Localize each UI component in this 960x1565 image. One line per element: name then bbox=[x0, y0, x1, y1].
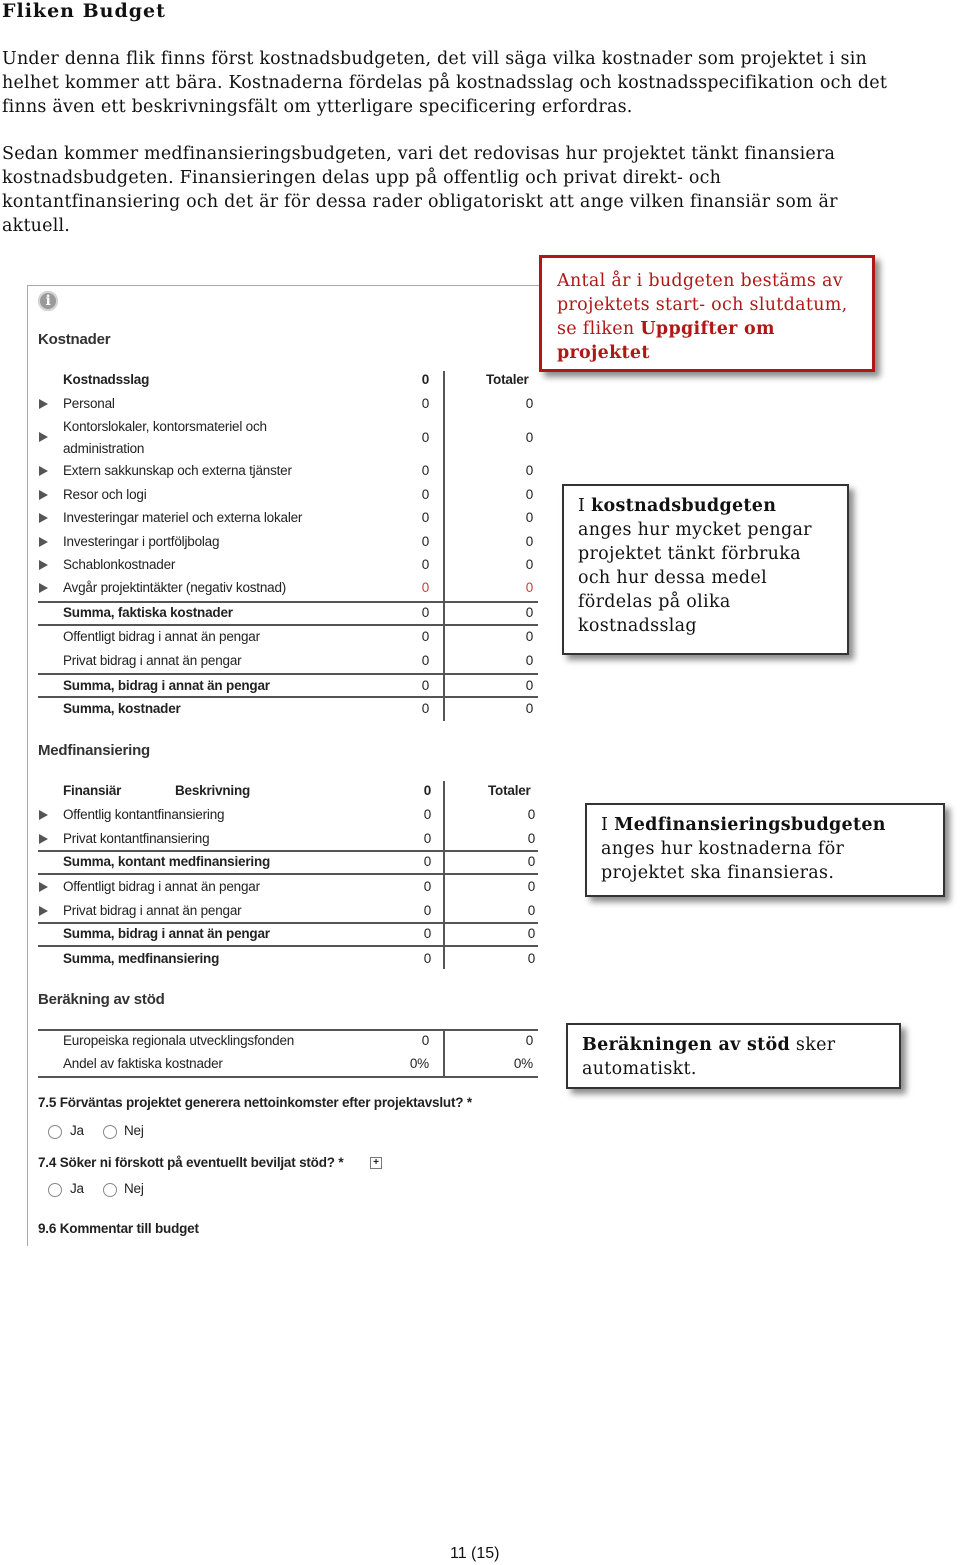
info-icon[interactable]: i bbox=[38, 291, 58, 311]
sum-total: 0 bbox=[527, 951, 535, 966]
cost-value: 0 bbox=[421, 534, 429, 549]
totaler-header: Totaler bbox=[486, 372, 529, 387]
callout-antal-ar bbox=[539, 255, 875, 372]
finansiar-header: Finansiär bbox=[63, 783, 122, 798]
callout-bold: kostnadsbudgeten bbox=[591, 496, 777, 516]
year-column-header: 0 bbox=[423, 783, 431, 798]
kostnadsslag-header: Kostnadsslag bbox=[63, 372, 150, 387]
radio-nej-label: Nej bbox=[124, 1123, 144, 1138]
radio-ja-label: Ja bbox=[70, 1123, 84, 1138]
sum-total: 0 bbox=[527, 926, 535, 941]
divider bbox=[38, 945, 538, 947]
finance-total: 0 bbox=[527, 903, 535, 918]
cost-value: 0 bbox=[421, 487, 429, 502]
divider bbox=[38, 1029, 538, 1031]
radio-nej[interactable] bbox=[103, 1125, 117, 1139]
callout-text: anges hur kostnaderna för projektet ska finansieras. bbox=[601, 839, 845, 883]
finance-total: 0 bbox=[527, 879, 535, 894]
finance-row-label: Privat kontantfinansiering bbox=[63, 831, 210, 846]
cost-row-label: Privat bidrag i annat än pengar bbox=[63, 653, 242, 668]
sum-value: 0 bbox=[421, 605, 429, 620]
expand-arrow-icon[interactable] bbox=[39, 466, 48, 476]
cost-row-label: Extern sakkunskap och externa tjänster bbox=[63, 463, 292, 478]
cost-value: 0 bbox=[421, 510, 429, 525]
expand-icon[interactable]: + bbox=[370, 1157, 382, 1169]
medfinansiering-paragraph: Sedan kommer medfinansieringsbudgeten, vari det redovisas hur projektet tänkt finansiera kostnadsbudgeten. Finansieringen delas upp på offentlig och privat direkt- och kontantfinansiering och det är för dessa rader obligatoriskt att ange vilken finansiär som är aktuell. bbox=[2, 144, 838, 236]
radio-ja[interactable] bbox=[48, 1183, 62, 1197]
cost-row-label: Investeringar i portföljbolag bbox=[63, 534, 220, 549]
cost-total: 0 bbox=[525, 557, 533, 572]
cost-total: 0 bbox=[525, 629, 533, 644]
sum-total: 0 bbox=[527, 854, 535, 869]
callout-bold: Beräkningen av stöd bbox=[582, 1035, 791, 1055]
medfinansiering-heading: Medfinansiering bbox=[38, 742, 151, 759]
cost-total: 0 bbox=[525, 653, 533, 668]
finance-row-label: Offentligt bidrag i annat än pengar bbox=[63, 879, 260, 894]
cost-row-label: Schablonkostnader bbox=[63, 557, 176, 572]
divider bbox=[38, 922, 538, 924]
finance-row-label: Privat bidrag i annat än pengar bbox=[63, 903, 242, 918]
sum-value: 0 bbox=[423, 951, 431, 966]
cost-total: 0 bbox=[525, 463, 533, 478]
sum-row-label: Summa, faktiska kostnader bbox=[63, 605, 233, 620]
divider bbox=[38, 601, 538, 603]
support-total: 0% bbox=[513, 1056, 533, 1071]
support-row-label: Andel av faktiska kostnader bbox=[63, 1056, 223, 1071]
page-title: Fliken Budget bbox=[2, 0, 166, 22]
expand-arrow-icon[interactable] bbox=[39, 810, 48, 820]
sum-value: 0 bbox=[421, 678, 429, 693]
cost-row-label-cont: administration bbox=[63, 441, 145, 456]
callout-text: sker automatiskt. bbox=[582, 1035, 836, 1079]
cost-total: 0 bbox=[525, 534, 533, 549]
finance-value: 0 bbox=[423, 807, 431, 822]
support-total: 0 bbox=[525, 1033, 533, 1048]
cost-value: 0 bbox=[421, 629, 429, 644]
callout-bold: Medfinansieringsbudgeten bbox=[614, 815, 886, 835]
berakning-heading: Beräkning av stöd bbox=[38, 991, 165, 1008]
expand-arrow-icon[interactable] bbox=[39, 882, 48, 892]
column-divider bbox=[443, 371, 445, 721]
beskrivning-header: Beskrivning bbox=[175, 783, 251, 798]
callout-text: anges hur mycket pengar projektet tänkt förbruka och hur dessa medel fördelas på olika kostnadsslag bbox=[578, 520, 812, 636]
expand-arrow-icon[interactable] bbox=[39, 560, 48, 570]
sum-row-label: Summa, kontant medfinansiering bbox=[63, 854, 271, 869]
cost-value: 0 bbox=[421, 430, 429, 445]
cost-total: 0 bbox=[525, 430, 533, 445]
question-7-5: 7.5 Förväntas projektet generera nettoinkomster efter projektavslut? * bbox=[38, 1095, 472, 1110]
expand-arrow-icon[interactable] bbox=[39, 834, 48, 844]
radio-nej[interactable] bbox=[103, 1183, 117, 1197]
expand-arrow-icon[interactable] bbox=[39, 583, 48, 593]
intro-paragraph: Under denna flik finns först kostnadsbudgeten, det vill säga vilka kostnader som projektet i sin helhet kommer att bära. Kostnaderna fördelas på kostnadsslag och kostnadsspecifikation och det finns även ett beskrivningsfält om ytterligare specificering erfordras. bbox=[2, 49, 888, 117]
cost-total: 0 bbox=[525, 510, 533, 525]
cost-row-label: Resor och logi bbox=[63, 487, 147, 502]
finance-value: 0 bbox=[423, 903, 431, 918]
callout-kostnadsbudget bbox=[562, 484, 849, 655]
expand-arrow-icon[interactable] bbox=[39, 490, 48, 500]
callout-berakning bbox=[566, 1023, 901, 1089]
finance-value: 0 bbox=[423, 831, 431, 846]
kostnader-heading: Kostnader bbox=[38, 331, 111, 348]
sum-row-label: Summa, medfinansiering bbox=[63, 951, 220, 966]
finance-total: 0 bbox=[527, 807, 535, 822]
expand-arrow-icon[interactable] bbox=[39, 906, 48, 916]
sum-row-label: Summa, bidrag i annat än pengar bbox=[63, 926, 270, 941]
totaler-header: Totaler bbox=[488, 783, 531, 798]
question-9-6: 9.6 Kommentar till budget bbox=[38, 1221, 199, 1236]
divider bbox=[38, 673, 538, 675]
sum-row-label: Summa, kostnader bbox=[63, 701, 181, 716]
divider bbox=[38, 696, 538, 698]
radio-ja[interactable] bbox=[48, 1125, 62, 1139]
expand-arrow-icon[interactable] bbox=[39, 399, 48, 409]
cost-row-label: Investeringar materiel och externa lokaler bbox=[63, 510, 303, 525]
budget-screenshot bbox=[27, 285, 540, 1246]
radio-ja-label: Ja bbox=[70, 1181, 84, 1196]
expand-arrow-icon[interactable] bbox=[39, 537, 48, 547]
question-7-4: 7.4 Söker ni förskott på eventuellt beviljat stöd? * bbox=[38, 1155, 344, 1170]
cost-value: 0 bbox=[421, 463, 429, 478]
sum-row-label: Summa, bidrag i annat än pengar bbox=[63, 678, 270, 693]
sum-value: 0 bbox=[423, 854, 431, 869]
divider bbox=[38, 624, 538, 626]
cost-total-negative: 0 bbox=[525, 580, 533, 595]
cost-row-label: Personal bbox=[63, 396, 115, 411]
year-column-header: 0 bbox=[421, 372, 429, 387]
support-value: 0 bbox=[421, 1033, 429, 1048]
support-value: 0% bbox=[409, 1056, 429, 1071]
callout-text: I bbox=[601, 815, 615, 835]
column-divider bbox=[443, 781, 445, 969]
divider bbox=[38, 850, 538, 852]
support-row-label: Europeiska regionala utvecklingsfonden bbox=[63, 1033, 295, 1048]
sum-total: 0 bbox=[525, 678, 533, 693]
cost-value-negative: 0 bbox=[421, 580, 429, 595]
finance-row-label: Offentlig kontantfinansiering bbox=[63, 807, 225, 822]
cost-total: 0 bbox=[525, 487, 533, 502]
sum-value: 0 bbox=[423, 926, 431, 941]
cost-value: 0 bbox=[421, 396, 429, 411]
expand-arrow-icon[interactable] bbox=[39, 432, 48, 442]
cost-row-label: Offentligt bidrag i annat än pengar bbox=[63, 629, 260, 644]
callout-text: I bbox=[578, 496, 592, 516]
callout-medfinansiering bbox=[585, 803, 945, 897]
radio-nej-label: Nej bbox=[124, 1181, 144, 1196]
divider bbox=[38, 873, 538, 875]
cost-value: 0 bbox=[421, 653, 429, 668]
sum-value: 0 bbox=[421, 701, 429, 716]
cost-row-label: Avgår projektintäkter (negativ kostnad) bbox=[63, 580, 287, 595]
page-number: 11 (15) bbox=[450, 1545, 500, 1562]
callout-bold: Uppgifter om projektet bbox=[557, 319, 775, 363]
callout-text: Antal år i budgeten bestäms av projektets start- och slutdatum, se fliken bbox=[557, 271, 848, 339]
expand-arrow-icon[interactable] bbox=[39, 513, 48, 523]
cost-row-label: Kontorslokaler, kontorsmateriel och bbox=[63, 419, 267, 434]
finance-total: 0 bbox=[527, 831, 535, 846]
sum-total: 0 bbox=[525, 605, 533, 620]
cost-total: 0 bbox=[525, 396, 533, 411]
column-divider bbox=[443, 1029, 445, 1077]
divider bbox=[38, 1076, 538, 1078]
cost-value: 0 bbox=[421, 557, 429, 572]
finance-value: 0 bbox=[423, 879, 431, 894]
sum-total: 0 bbox=[525, 701, 533, 716]
